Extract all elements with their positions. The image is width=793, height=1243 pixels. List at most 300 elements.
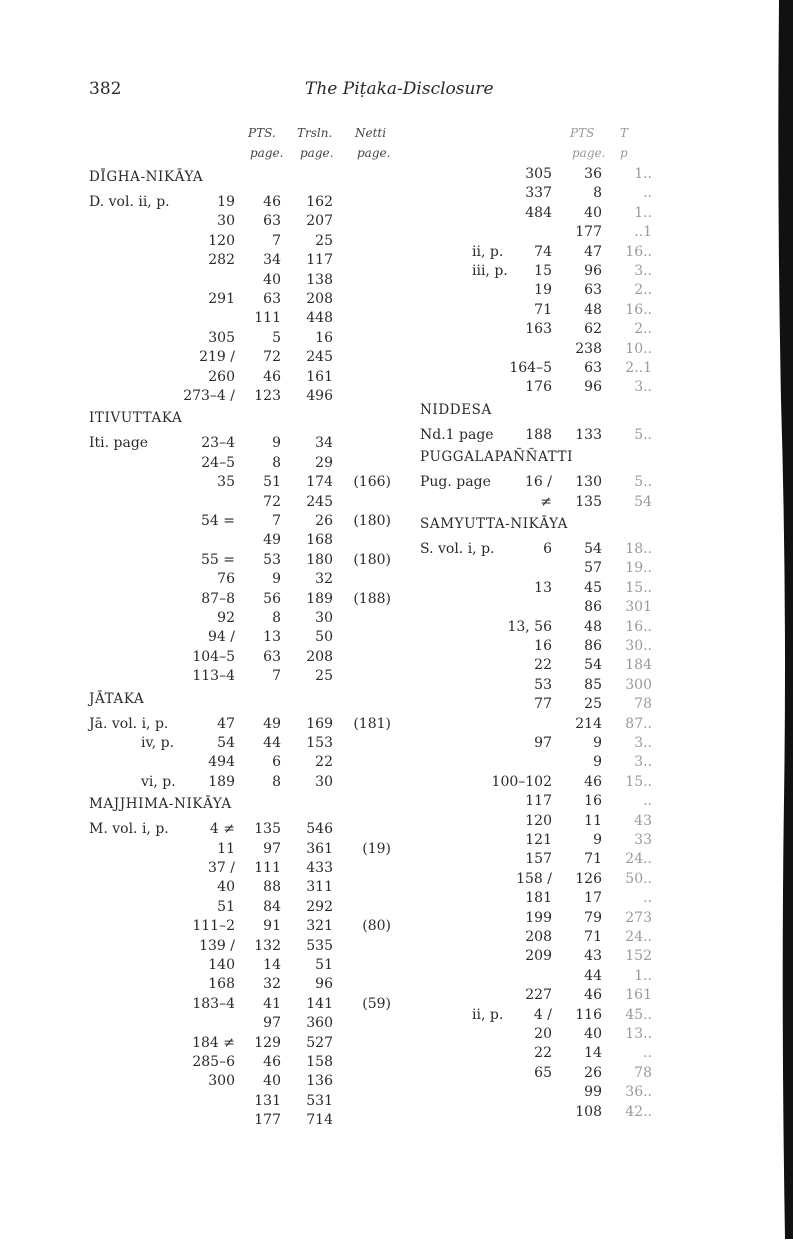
pts-page: 97 (263, 1015, 281, 1032)
source-ref: 139 / (199, 937, 235, 954)
source-ref: 22 (534, 657, 552, 674)
pts-page: 46 (584, 773, 602, 790)
translation-page: 32 (315, 571, 333, 588)
source-ref: 494 (208, 754, 235, 771)
source-ref: 74 (534, 243, 552, 260)
col-head-pts-right: PTS (570, 126, 595, 140)
row-label: iv, p. (141, 735, 175, 751)
pts-page: 96 (584, 263, 602, 279)
translation-page: 30 (315, 610, 333, 626)
index-row (89, 290, 399, 309)
index-row (420, 656, 700, 675)
pts-page: 63 (263, 291, 281, 307)
index-row (89, 348, 399, 367)
source-ref: 164–5 (509, 360, 552, 376)
row-label: Pug. page (420, 474, 491, 491)
netti-page: (181) (353, 715, 391, 732)
source-ref: 4 ≠ (209, 821, 235, 838)
translation-page: 13.. (625, 1026, 652, 1042)
source-ref: 19 (217, 194, 235, 210)
translation-page: 1.. (634, 967, 652, 984)
index-row (89, 271, 399, 290)
col-head-trsln: Trsln. (297, 126, 333, 140)
col-head-netti: Netti (355, 126, 387, 140)
pts-page: 111 (254, 860, 281, 876)
index-row (420, 676, 700, 695)
pts-page: 135 (575, 493, 602, 510)
translation-page: 3.. (634, 735, 652, 751)
source-ref: 184 ≠ (192, 1034, 235, 1051)
source-ref: 19 (534, 282, 552, 299)
source-ref: 15 (534, 263, 552, 279)
source-ref: 189 (208, 773, 235, 790)
index-row (89, 473, 399, 492)
translation-page: 361 (306, 840, 333, 857)
pts-page: 16 (584, 793, 602, 810)
translation-page: 168 (306, 532, 333, 549)
index-row (420, 1006, 700, 1025)
index-row (420, 812, 700, 831)
translation-page: .. (643, 1045, 652, 1062)
pts-page: 97 (263, 840, 281, 857)
pts-page: 40 (263, 271, 281, 288)
source-ref: 97 (534, 735, 552, 751)
index-row (420, 559, 700, 578)
translation-page: 433 (306, 860, 333, 876)
translation-page: .. (643, 185, 652, 202)
source-ref: 54 = (201, 513, 235, 529)
translation-page: 174 (306, 474, 333, 491)
translation-page: 245 (306, 493, 333, 510)
index-row (89, 628, 399, 647)
row-label: vi, p. (141, 773, 176, 790)
section-heading: NIDDESA (420, 401, 492, 418)
pts-page: 17 (584, 890, 602, 907)
index-row (420, 1103, 700, 1122)
source-ref: 158 / (516, 870, 552, 887)
index-row (89, 454, 399, 473)
index-row (420, 1025, 700, 1044)
index-row (89, 387, 399, 406)
pts-page: 123 (254, 388, 281, 404)
translation-page: 25 (315, 668, 333, 685)
pts-page: 6 (272, 754, 281, 771)
index-row (420, 773, 700, 792)
translation-page: 24.. (625, 851, 652, 868)
pts-page: 51 (263, 474, 281, 491)
source-ref: 300 (208, 1073, 235, 1090)
pts-page: 131 (254, 1092, 281, 1109)
translation-page: 531 (306, 1092, 333, 1109)
translation-page: 30 (315, 773, 333, 790)
source-ref: 273–4 / (183, 388, 235, 404)
pts-page: 54 (584, 657, 602, 674)
translation-page: 273 (625, 909, 652, 926)
translation-page: 5.. (634, 426, 652, 443)
pts-page: 14 (263, 957, 281, 973)
translation-page: 158 (306, 1054, 333, 1070)
translation-page: 10.. (625, 340, 652, 357)
source-ref: 181 (525, 890, 552, 907)
row-label: iii, p. (472, 263, 508, 279)
pts-page: 43 (584, 948, 602, 965)
source-ref: 37 / (208, 860, 235, 876)
source-ref: 4 / (533, 1006, 552, 1023)
source-ref: 65 (534, 1064, 552, 1081)
index-row (89, 995, 399, 1014)
translation-page: 292 (306, 898, 333, 915)
translation-page: 189 (306, 590, 333, 607)
index-row (89, 1014, 399, 1033)
source-ref: 24–5 (201, 454, 235, 471)
index-row (89, 551, 399, 570)
source-ref: 54 (217, 735, 235, 751)
translation-page: 1.. (634, 166, 652, 182)
index-row (89, 193, 399, 212)
source-ref: 51 (217, 898, 235, 915)
translation-page: 15.. (625, 773, 652, 790)
translation-page: 2.. (634, 282, 652, 299)
pts-page: 46 (263, 368, 281, 385)
translation-page: 33 (634, 832, 652, 848)
section-heading: DĪGHA-NIKĀYA (89, 169, 204, 185)
index-row (89, 753, 399, 772)
index-row (420, 986, 700, 1005)
index-row (420, 320, 700, 339)
translation-page: 43 (634, 812, 652, 829)
source-ref: 199 (525, 909, 552, 926)
translation-page: 25 (315, 232, 333, 249)
pts-page: 214 (575, 715, 602, 732)
pts-page: 53 (263, 551, 281, 568)
source-ref: 16 / (525, 474, 552, 491)
translation-page: 16.. (625, 243, 652, 260)
running-head: The Piṭaka-Disclosure (305, 79, 494, 99)
translation-page: 360 (306, 1015, 333, 1032)
translation-page: 714 (306, 1112, 333, 1129)
pts-page: 54 (584, 541, 602, 557)
pts-page: 41 (263, 995, 281, 1012)
index-row (420, 598, 700, 617)
pts-page: 13 (263, 629, 281, 646)
index-row (89, 1111, 399, 1130)
pts-page: 135 (254, 821, 281, 838)
row-label: Jā. vol. i, p. (89, 715, 169, 732)
source-ref: 16 (534, 638, 552, 654)
index-row (89, 859, 399, 878)
translation-page: 51 (315, 957, 333, 973)
translation-page: 162 (306, 194, 333, 210)
netti-page: (180) (353, 513, 391, 529)
translation-page: 300 (625, 676, 652, 693)
translation-page: 117 (306, 252, 333, 269)
source-ref: 157 (525, 851, 552, 868)
translation-page: 448 (306, 310, 333, 327)
pts-page: 49 (263, 532, 281, 549)
source-ref: 30 (217, 213, 235, 230)
index-row (89, 648, 399, 667)
pts-page: 133 (575, 426, 602, 443)
pts-page: 26 (584, 1064, 602, 1081)
translation-page: 26 (315, 513, 333, 529)
source-ref: 305 (525, 166, 552, 182)
index-row (89, 434, 399, 453)
translation-page: .. (643, 793, 652, 810)
source-ref: 23–4 (201, 435, 235, 452)
pts-page: 48 (584, 618, 602, 635)
source-ref: 35 (217, 474, 235, 491)
pts-page: 14 (584, 1045, 602, 1062)
row-label: S. vol. i, p. (420, 541, 495, 557)
pts-page: 79 (584, 909, 602, 926)
col-sub-pts: page. (250, 146, 284, 160)
netti-page: (188) (353, 590, 391, 607)
source-ref: 121 (525, 832, 552, 848)
pts-page: 49 (263, 715, 281, 732)
pts-page: 8 (272, 610, 281, 626)
pts-page: 46 (263, 194, 281, 210)
source-ref: 6 (543, 541, 552, 557)
source-ref: 87–8 (201, 590, 235, 607)
translation-page: 42.. (625, 1103, 652, 1120)
index-row (420, 165, 700, 184)
index-row (420, 1064, 700, 1083)
source-ref: 47 (217, 715, 235, 732)
index-row (89, 1092, 399, 1111)
pts-page: 40 (584, 1026, 602, 1042)
translation-page: 50.. (625, 870, 652, 887)
source-ref: 20 (534, 1026, 552, 1042)
index-row (89, 898, 399, 917)
index-row (89, 232, 399, 251)
translation-page: 16.. (625, 301, 652, 318)
index-row (89, 512, 399, 531)
index-row (89, 975, 399, 994)
pts-page: 9 (593, 754, 602, 771)
translation-page: 152 (625, 948, 652, 965)
index-row (420, 426, 700, 445)
pts-page: 9 (272, 435, 281, 452)
pts-page: 25 (584, 696, 602, 713)
pts-page: 34 (263, 252, 281, 269)
index-row (89, 368, 399, 387)
translation-page: 301 (625, 599, 652, 616)
translation-page: 36.. (625, 1084, 652, 1101)
translation-page: 50 (315, 629, 333, 646)
translation-page: 311 (306, 879, 333, 896)
page-edge-shadow (775, 0, 793, 1239)
index-row (89, 820, 399, 839)
netti-page: (19) (362, 840, 391, 857)
pts-page: 44 (584, 967, 602, 984)
source-ref: 219 / (199, 349, 235, 366)
translation-page: 184 (625, 657, 652, 674)
pts-page: 72 (263, 493, 281, 510)
translation-page: 34 (315, 435, 333, 452)
source-ref: 140 (208, 957, 235, 973)
pts-page: 85 (584, 676, 602, 693)
source-ref: 117 (525, 793, 552, 810)
pts-page: 47 (584, 243, 602, 260)
index-row (89, 212, 399, 231)
pts-page: 7 (272, 513, 281, 529)
section-heading: MAJJHIMA-NIKĀYA (89, 796, 232, 813)
translation-page: 3.. (634, 379, 652, 396)
index-row (420, 493, 700, 512)
netti-page: (59) (362, 995, 391, 1012)
pts-page: 129 (254, 1034, 281, 1051)
source-ref: 188 (525, 426, 552, 443)
index-row (420, 301, 700, 320)
section-heading: ITIVUTTAKA (89, 410, 183, 427)
translation-page: 207 (306, 213, 333, 230)
index-row (420, 359, 700, 378)
pts-page: 9 (593, 735, 602, 751)
translation-page: 208 (306, 648, 333, 665)
source-ref: 176 (525, 379, 552, 396)
index-row (89, 1053, 399, 1072)
pts-page: 62 (584, 321, 602, 338)
source-ref: 111–2 (192, 918, 235, 935)
pts-page: 40 (263, 1073, 281, 1090)
pts-page: 36 (584, 166, 602, 182)
index-row (420, 1044, 700, 1063)
row-label: M. vol. i, p. (89, 821, 169, 838)
index-row (89, 309, 399, 328)
index-row (89, 329, 399, 348)
source-ref: 92 (217, 610, 235, 626)
pts-page: 126 (575, 870, 602, 887)
source-ref: 337 (525, 185, 552, 202)
index-row (420, 734, 700, 753)
translation-page: ..1 (634, 224, 652, 241)
translation-page: 136 (306, 1073, 333, 1090)
index-row (89, 878, 399, 897)
source-ref: ≠ (540, 493, 552, 510)
source-ref: 285–6 (192, 1054, 235, 1070)
pts-page: 46 (584, 987, 602, 1004)
index-row (420, 618, 700, 637)
source-ref: 120 (208, 232, 235, 249)
translation-page: 535 (306, 937, 333, 954)
translation-page: 54 (634, 493, 652, 510)
translation-page: 141 (306, 995, 333, 1012)
index-row (420, 281, 700, 300)
pts-page: 130 (575, 474, 602, 491)
pts-page: 45 (584, 579, 602, 596)
translation-page: 96 (315, 976, 333, 993)
index-row (420, 928, 700, 947)
pts-page: 111 (254, 310, 281, 327)
netti-page: (80) (362, 918, 391, 935)
row-label: D. vol. ii, p. (89, 194, 170, 210)
pts-page: 88 (263, 879, 281, 896)
source-ref: 163 (525, 321, 552, 338)
translation-page: 169 (306, 715, 333, 732)
source-ref: 120 (525, 812, 552, 829)
translation-page: 1.. (634, 204, 652, 221)
index-row (89, 1072, 399, 1091)
source-ref: 209 (525, 948, 552, 965)
source-ref: 13 (534, 579, 552, 596)
pts-page: 40 (584, 204, 602, 221)
translation-page: 15.. (625, 579, 652, 596)
source-ref: 71 (534, 301, 552, 318)
source-ref: 53 (534, 676, 552, 693)
pts-page: 46 (263, 1054, 281, 1070)
index-row (89, 715, 399, 734)
source-ref: 227 (525, 987, 552, 1004)
translation-page: 208 (306, 291, 333, 307)
section-heading: PUGGALAPAÑÑATTI (420, 449, 574, 466)
col-head-trsln-right: T (620, 126, 629, 140)
source-ref: 113–4 (192, 668, 235, 685)
translation-page: .. (643, 890, 652, 907)
index-row (420, 204, 700, 223)
translation-page: 22 (315, 754, 333, 771)
source-ref: 22 (534, 1045, 552, 1062)
translation-page: 18.. (625, 541, 652, 557)
row-label: Nd.1 page (420, 426, 494, 443)
index-row (420, 870, 700, 889)
index-row (420, 540, 700, 559)
translation-page: 30.. (625, 638, 652, 654)
index-row (89, 531, 399, 550)
col-sub-netti: page. (357, 146, 391, 160)
pts-page: 116 (575, 1006, 602, 1023)
translation-page: 321 (306, 918, 333, 935)
pts-page: 177 (575, 224, 602, 241)
translation-page: 78 (634, 696, 652, 713)
pts-page: 71 (584, 929, 602, 945)
pts-page: 63 (584, 360, 602, 376)
pts-page: 63 (584, 282, 602, 299)
source-ref: 13, 56 (507, 618, 552, 635)
col-sub-trsln: page. (300, 146, 334, 160)
netti-page: (180) (353, 551, 391, 568)
translation-page: 496 (306, 388, 333, 404)
pts-page: 8 (272, 773, 281, 790)
pts-page: 86 (584, 638, 602, 654)
index-row (420, 579, 700, 598)
col-head-pts: PTS. (248, 126, 276, 140)
source-ref: 40 (217, 879, 235, 896)
translation-page: 16 (315, 329, 333, 346)
translation-page: 138 (306, 271, 333, 288)
pts-page: 84 (263, 898, 281, 915)
row-label: Iti. page (89, 435, 149, 452)
translation-page: 3.. (634, 263, 652, 279)
col-sub-pts-right: page. (572, 146, 606, 160)
page-number: 382 (89, 79, 122, 99)
index-row (420, 909, 700, 928)
source-ref: 282 (208, 252, 235, 269)
index-row (420, 947, 700, 966)
translation-page: 180 (306, 551, 333, 568)
translation-page: 245 (306, 349, 333, 366)
section-heading: SAMYUTTA-NIKĀYA (420, 516, 568, 532)
row-label: ii, p. (472, 243, 504, 260)
netti-page: (166) (353, 474, 391, 491)
pts-page: 72 (263, 349, 281, 366)
pts-page: 99 (584, 1084, 602, 1101)
index-row (420, 223, 700, 242)
index-row (420, 831, 700, 850)
index-row (89, 917, 399, 936)
pts-page: 177 (254, 1112, 281, 1129)
source-ref: 305 (208, 329, 235, 346)
source-ref: 55 = (201, 551, 235, 568)
